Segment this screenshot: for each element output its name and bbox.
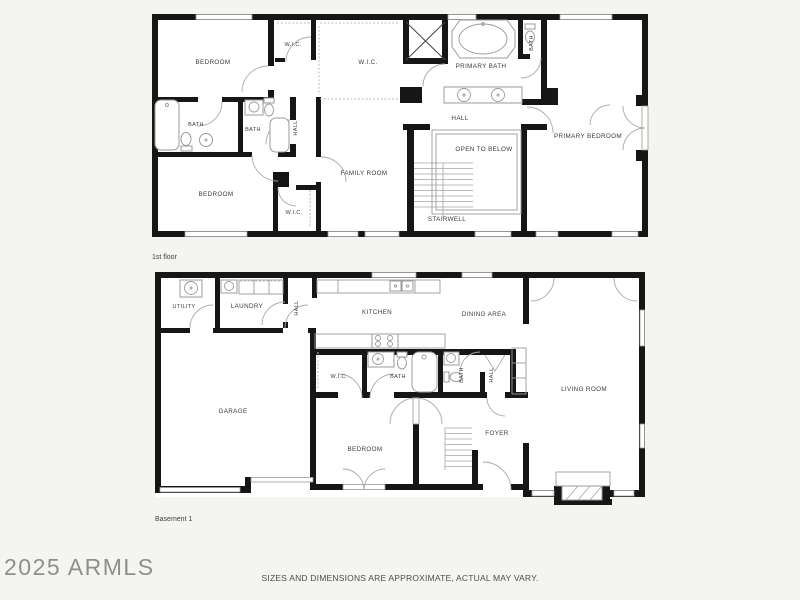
room-label-hall-upper: HALL [294, 300, 300, 316]
garage-door [160, 488, 240, 493]
room-label-wic-basement: W.I.C. [330, 374, 348, 380]
room-label-bath-ensuite: BATH [529, 35, 535, 51]
room-label-bedroom-sw: BEDROOM [198, 191, 234, 198]
room-label-laundry: LAUNDRY [230, 303, 264, 310]
first-floor-plan [152, 14, 648, 261]
room-label-hall-center: HALL [451, 115, 469, 122]
armls-watermark: 2025 ARMLS [4, 554, 155, 580]
disclaimer-text: SIZES AND DIMENSIONS ARE APPROXIMATE, ACTUAL MAY VARY. [261, 573, 539, 583]
room-label-primary-bath: PRIMARY BATH [455, 63, 507, 70]
basement-caption: Basement 1 [155, 516, 193, 523]
room-label-bath-powder: BATH [459, 367, 465, 383]
primary-vanity [444, 87, 522, 103]
room-label-kitchen: KITCHEN [361, 309, 393, 316]
room-label-bath-west-2: BATH [245, 127, 261, 133]
room-label-garage: GARAGE [218, 408, 248, 415]
tub [270, 118, 289, 152]
basement-plan [155, 272, 645, 523]
room-label-family-room: FAMILY ROOM [340, 170, 388, 177]
room-label-wic-nw: W.I.C. [284, 42, 302, 48]
room-label-foyer: FOYER [485, 430, 509, 437]
room-label-bath-main: BATH [390, 374, 406, 380]
room-label-bath-west-1: BATH [188, 122, 204, 128]
tub [412, 352, 437, 392]
room-label-stairwell: STAIRWELL [427, 216, 467, 223]
room-label-hall-west: HALL [293, 120, 299, 136]
room-label-dining-area: DINING AREA [461, 311, 507, 318]
room-label-primary-bedroom: PRIMARY BEDROOM [554, 133, 622, 140]
room-label-open-to-below: OPEN TO BELOW [455, 146, 513, 153]
first-floor-footprint [152, 14, 648, 237]
basement-footprint [155, 272, 645, 497]
room-label-living-room: LIVING ROOM [561, 386, 607, 393]
room-label-utility: UTILITY [172, 304, 196, 310]
room-label-hall-lower: HALL [489, 367, 495, 383]
first-floor-caption: 1st floor [152, 254, 177, 261]
room-label-wic-south: W.I.C. [285, 210, 303, 216]
room-label-wic-center: W.I.C. [358, 59, 378, 66]
tub [155, 100, 179, 150]
room-label-bedroom-nw: BEDROOM [195, 59, 231, 66]
room-label-bedroom-basement: BEDROOM [347, 446, 383, 453]
